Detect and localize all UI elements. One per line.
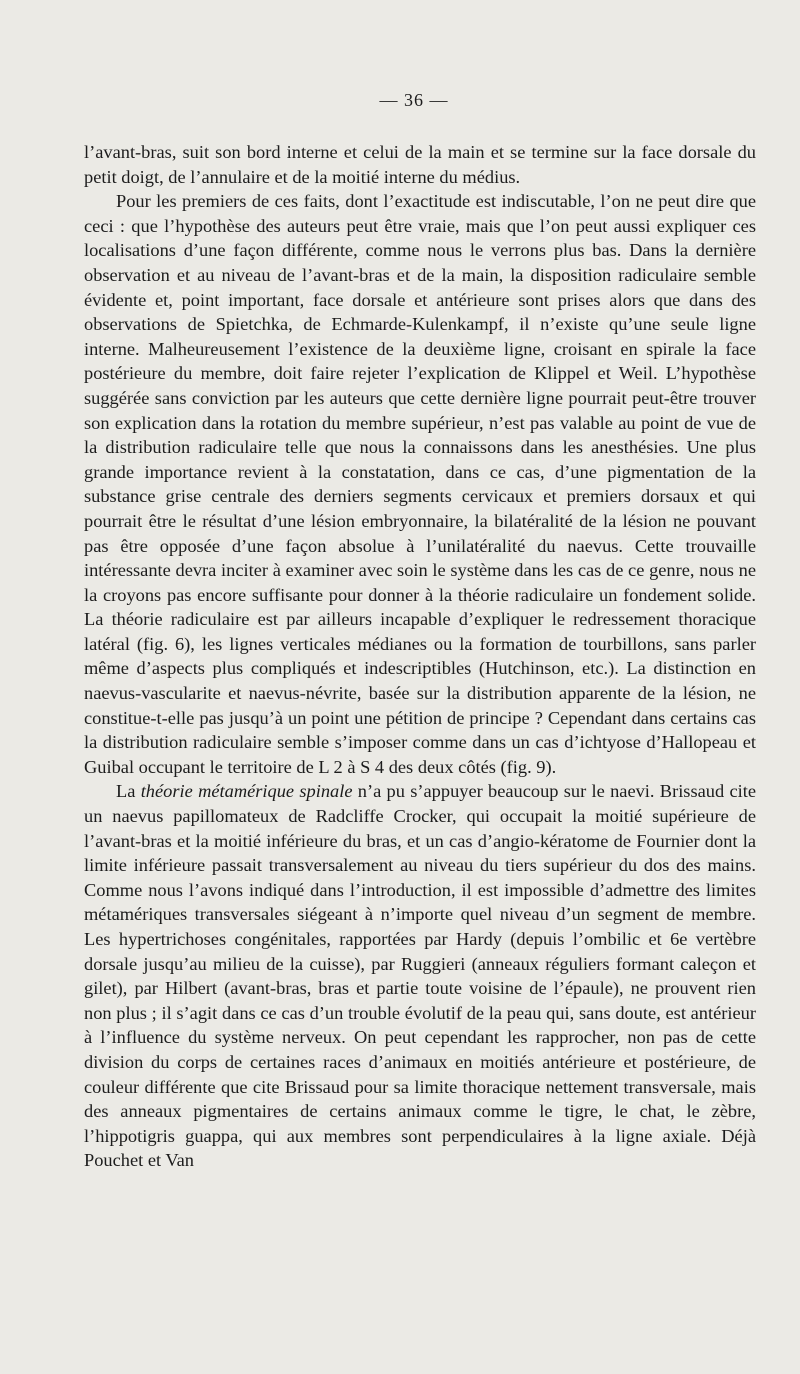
paragraph-metameric-theory	[84, 779, 756, 1173]
paragraph-lead: La	[116, 781, 141, 802]
paragraph-continuation: l’avant-bras, suit son bord interne et celui de la main et se termine sur la face dorsale du petit doigt, de l’annulaire et de la moitié interne du médius.	[84, 142, 756, 187]
body-text	[84, 140, 756, 1173]
paragraph-radicular-theory: Pour les premiers de ces faits, dont l’exactitude est indiscutable, l’on ne peut dire que ceci : que l’hypothèse des auteurs peut être vraie, mais que l’on peut aussi expliquer ces localisations d’une façon différente, comme nous le verrons plus bas. Dans la dernière observation et au niveau de l’avant-bras et de la main, la disposition radiculaire semble évidente et, point important, face dorsale et antérieure sont prises alors que dans des observations de Spietchka, de Echmarde-Kulenkampf, il n’existe qu’une seule ligne interne. Malheureusement l’existence de la deuxième ligne, croisant en spirale la face postérieure du membre, doit faire rejeter l’explication de Klippel et Weil. L’hypothèse suggérée sans conviction par les auteurs que cette dernière ligne pourrait peut-être trouver son explication dans la rotation du membre supérieur, n’est pas valable au point de vue de la distribution radiculaire telle que nous la connaissons dans les anesthésies. Une plus grande importance revient à la constatation, dans ce cas, d’une pigmentation de la substance grise centrale des derniers segments cervicaux et premiers dorsaux et qui pourrait être le résultat d’une lésion embryonnaire, la bilatéralité de la lésion ne pouvant pas être opposée d’une façon absolue à l’unilatéralité du naevus. Cette trouvaille intéressante devra inciter à examiner avec soin le système dans les cas de ce genre, nous ne la croyons pas encore suffisante pour donner à la théorie radiculaire un fondement solide. La théorie radiculaire est par ailleurs incapable d’expliquer le redressement thoracique latéral (fig. 6), les lignes verticales médianes ou la formation de tourbillons, sans parler même d’aspects plus compliqués et indescriptibles (Hutchinson, etc.). La distinction en naevus-vascularite et naevus-névrite, basée sur la distribution apparente de la lésion, ne constitue-t-elle pas jusqu’à un point une pétition de principe ? Cependant dans certains cas la distribution radiculaire semble s’imposer comme dans un cas d’ichtyose d’Hallopeau et Guibal occupant le territoire de L 2 à S 4 des deux côtés (fig. 9).	[84, 191, 756, 777]
italic-term: théorie métamérique spinale	[140, 781, 353, 802]
paragraph-body: n’a pu s’appuyer beaucoup sur le naevi. Brissaud cite un naevus papillomateux de Radcliffe Crocker, qui occupait la moitié supérieure de l’avant-bras et la moitié inférieure du bras, et un cas d’angio-kératome de Fournier dont la limite inférieure passait transversalement au niveau du tiers supérieur du dos des mains. Comme nous l’avons indiqué dans l’introduction, il est impossible d’admettre des limites métamériques transversales siégeant à n’importe quel niveau d’un segment de membre. Les hypertrichoses congénitales, rapportées par Hardy (depuis l’ombilic et 6e vertèbre dorsale jusqu’au milieu de la cuisse), par Ruggieri (anneaux réguliers formant caleçon et gilet), par Hilbert (avant-bras, bras et partie toute voisine de l’épaule), ne prouvent rien non plus ; il s’agit dans ce cas d’un trouble évolutif de la peau qui, sans doute, est antérieur à l’influence du système nerveux. On peut cependant les rapprocher, non pas de cette division du corps de certaines races d’animaux en moitiés antérieure et postérieure, de couleur différente que cite Brissaud pour sa limite thoracique nettement transversale, mais des anneaux pigmentaires de certains animaux comme le tigre, le chat, le zèbre, l’hippotigris guappa, qui aux membres sont perpendiculaires à la ligne axiale. Déjà Pouchet et Van	[84, 781, 756, 1171]
page-number: — 36 —	[379, 90, 449, 110]
